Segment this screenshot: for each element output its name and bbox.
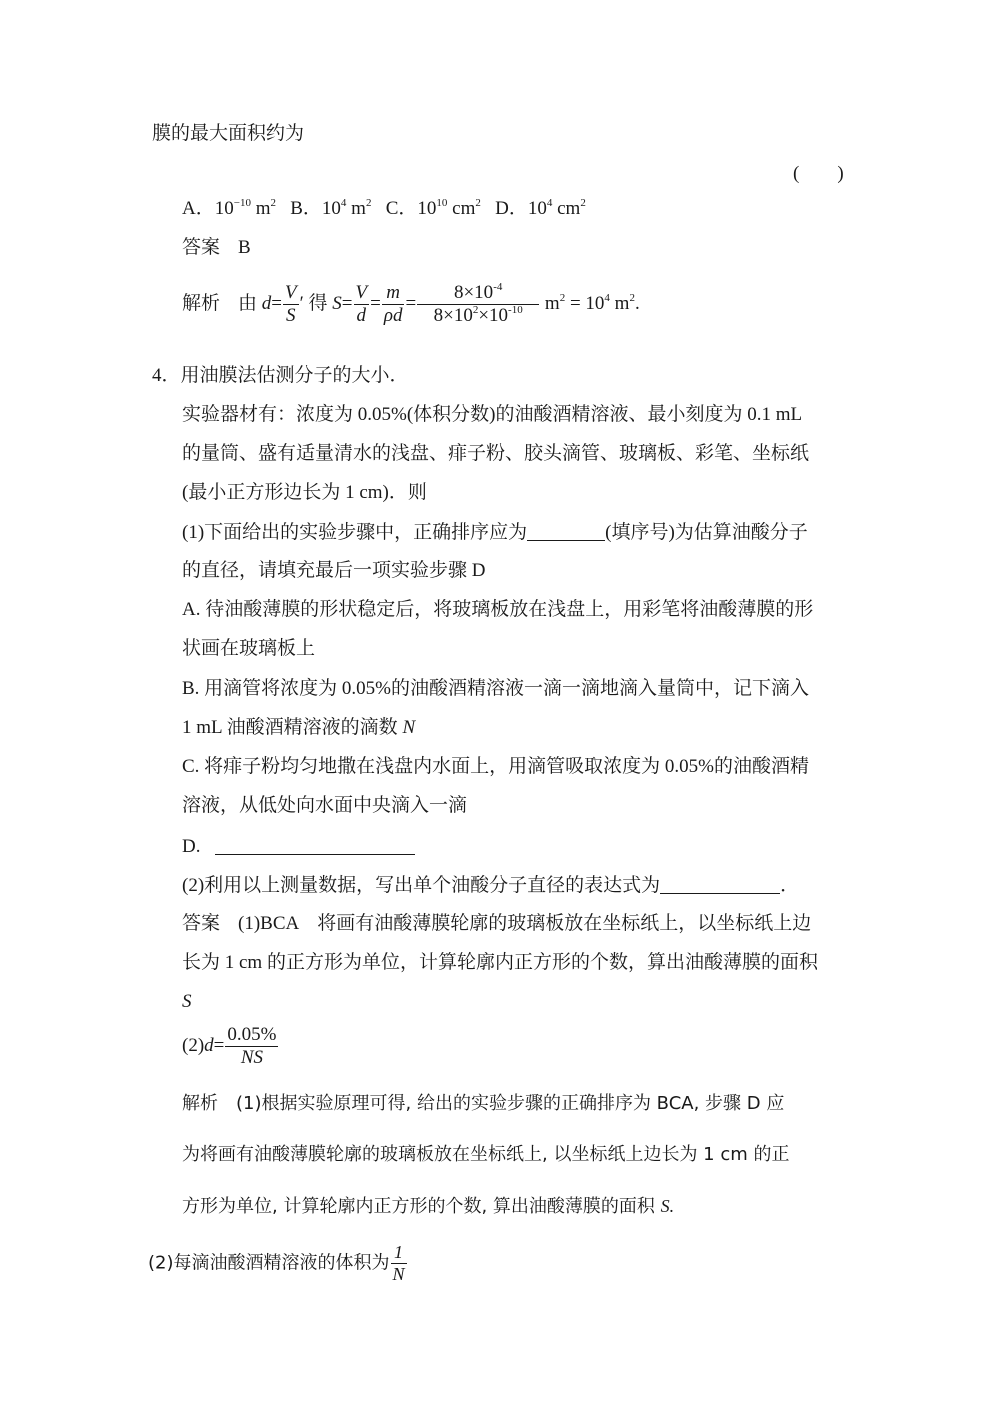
q4-analysis-2: 为将画有油酸薄膜轮廓的玻璃板放在坐标纸上, 以坐标纸上边长为 1 cm 的正 (182, 1144, 790, 1165)
option-b: B．$10^4$ $m^2$ (290, 197, 372, 219)
q4-analysis-3: 方形为单位, 计算轮廓内正方形的个数, 算出油酸薄膜的面积 S. (182, 1196, 675, 1217)
fraction-m-over-rhod: $\frac{m}{\rho d}$ (383, 282, 403, 326)
q4-materials-2: 的量筒、盛有适量清水的浅盘、痱子粉、胶头滴管、玻璃板、彩笔、坐标纸 (182, 443, 810, 464)
q4-part2: (2)利用以上测量数据，写出单个油酸分子直径的表达式为 ． (182, 875, 800, 896)
q4-analysis-4: (2)每滴油酸酒精溶液的体积为 $\frac{1}{N}$ (148, 1242, 405, 1284)
q4-materials-1: 实验器材有：浓度为 0.05%(体积分数)的油酸酒精溶液、最小刻度为 0.1 mL (182, 404, 803, 425)
fill-blank-step-d (215, 836, 415, 855)
answer-value: B (238, 237, 251, 258)
q4-analysis-1: 解析 (1)根据实验原理可得, 给出的实验步骤的正确排序为 BCA, 步骤 D 应 (182, 1093, 785, 1114)
step-a-2: 状画在玻璃板上 (182, 638, 316, 659)
q4-materials-3: (最小正方形边长为 1 cm)．则 (182, 482, 427, 503)
answer-label: 答案 (182, 237, 221, 258)
q4-title: 4．用油膜法估测分子的大小． (152, 365, 409, 386)
q4-part1-cont: 的直径，请填充最后一项实验步骤 D (182, 560, 486, 581)
fraction-v-over-s: $\frac{V}{S}$ (285, 282, 297, 326)
fraction-numeric: $\frac{8\times 10^{-4}}{8\times 10^2\times 10^{-10}}$ (417, 283, 539, 326)
step-a-1: A. 待油酸薄膜的形状稳定后，将玻璃板放在浅盘上，用彩笔将油酸薄膜的形 (182, 599, 814, 620)
fraction-diameter: $\frac{0.05\%}{NS}$ (227, 1024, 277, 1068)
analysis-label: 解析 (182, 292, 221, 314)
option-c: C．$10^{10}$ $cm^2$ (385, 197, 481, 219)
q4-part1: (1)下面给出的实验步骤中，正确排序应为 (填序号)为估算油酸分子 (182, 522, 808, 543)
q3-stem-tail: 膜的最大面积约为 (152, 123, 305, 144)
step-b-2: 1 mL 油酸酒精溶液的滴数 N (182, 717, 416, 738)
step-c-2: 溶液，从低处向水面中央滴入一滴 (182, 795, 468, 816)
fraction-one-over-n: $\frac{1}{N}$ (392, 1242, 405, 1284)
q3-analysis: 解析 由 d= $\frac{V}{S}$ ′ 得 S= $\frac{V}{d}$ = $\frac{m}{\rho d}$ = $\frac{8\times 10^{-4}}{8\times 10^2\times 10^{-10}}$ $m^2 = 10^4$ $m^2$. (182, 281, 640, 326)
q4-answer-3: S (182, 991, 192, 1012)
q3-options (182, 199, 586, 218)
step-b-1: B. 用滴管将浓度为 0.05%的油酸酒精溶液一滴一滴地滴入量筒中，记下滴入 (182, 678, 810, 699)
answer-paren: ( ) (793, 163, 844, 184)
analysis-label: 解析 (182, 1093, 218, 1114)
q3-answer (182, 238, 251, 257)
fill-blank-expression (660, 875, 780, 894)
q4-answer-2: 长为 1 cm 的正方形为单位，计算轮廓内正方形的个数，算出油酸薄膜的面积 (182, 952, 818, 973)
option-d: D．$10^4$ $cm^2$ (495, 197, 586, 219)
step-d: D. (182, 836, 415, 856)
q4-answer-formula: (2)d= $\frac{0.05\%}{NS}$ (182, 1024, 277, 1068)
step-c-1: C. 将痱子粉均匀地撒在浅盘内水面上，用滴管吸取浓度为 0.05%的油酸酒精 (182, 756, 810, 777)
fraction-v-over-d: $\frac{V}{d}$ (355, 282, 368, 326)
answer-label: 答案 (182, 913, 221, 934)
question-number: 4． (152, 365, 181, 386)
option-a: A．$10^{-10}$ $m^2$ (182, 197, 276, 219)
fill-blank-order (527, 522, 605, 541)
q4-answer-1: 答案 (1)BCA 将画有油酸薄膜轮廓的玻璃板放在坐标纸上，以坐标纸上边 (182, 913, 812, 934)
